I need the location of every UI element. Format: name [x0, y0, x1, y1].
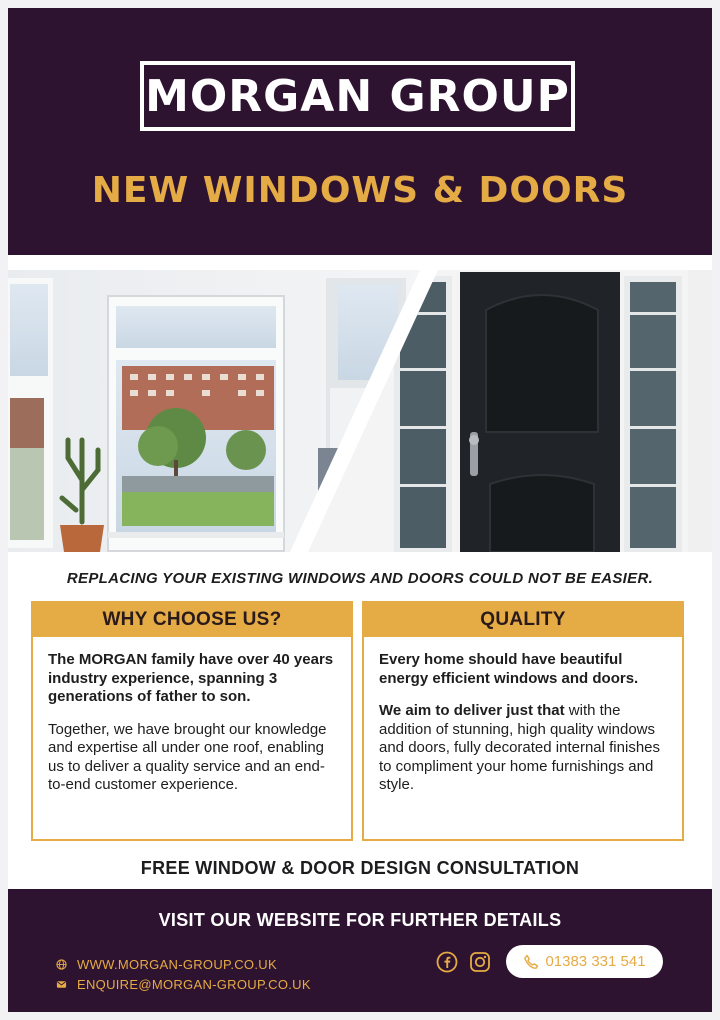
logo-text: MORGAN GROUP: [145, 70, 570, 122]
quality-detail-lead: We aim to deliver just that: [379, 702, 565, 719]
quality-detail-rest: with the addition of stunning, high quality windows and doors, fully decorated internal finishes to compliment your home furnishings and style.: [379, 702, 661, 793]
headline: NEW WINDOWS & DOORS: [91, 170, 629, 211]
logo: [140, 61, 575, 131]
phone-icon: [523, 954, 539, 970]
email-link[interactable]: [56, 977, 311, 992]
why-choose-us-detail: Together, we have brought our knowledge and expertise all under one roof, enabling us to deliver a quality service and an end-to-end customer experience.: [48, 720, 327, 793]
hero-photos: [8, 270, 712, 552]
phone-number: 01383 331 541: [545, 953, 646, 970]
instagram-icon[interactable]: [469, 951, 491, 973]
quality-intro: Every home should have beautiful energy efficient windows and doors.: [379, 651, 639, 687]
quality-panel: [362, 601, 684, 841]
visit-website-text: VISIT OUR WEBSITE FOR FURTHER DETAILS: [158, 910, 562, 930]
facebook-icon[interactable]: [436, 951, 458, 973]
why-choose-us-title: WHY CHOOSE US?: [33, 603, 351, 637]
consultation-banner: FREE WINDOW & DOOR DESIGN CONSULTATION: [140, 858, 580, 878]
website-text: WWW.MORGAN-GROUP.CO.UK: [77, 957, 277, 972]
quality-detail: [379, 702, 666, 795]
globe-icon: [56, 959, 67, 970]
flyer-page: [8, 8, 712, 1012]
why-choose-us-panel: [31, 601, 353, 841]
tagline: REPLACING YOUR EXISTING WINDOWS AND DOORS COULD NOT BE EASIER.: [66, 570, 654, 587]
website-link[interactable]: [56, 957, 277, 972]
phone-button[interactable]: [506, 945, 663, 978]
footer-band: [8, 889, 712, 1012]
email-text: ENQUIRE@MORGAN-GROUP.CO.UK: [77, 977, 311, 992]
quality-title: QUALITY: [364, 603, 682, 637]
why-choose-us-intro: The MORGAN family have over 40 years industry experience, spanning 3 generations of father to son.: [48, 651, 334, 705]
header-band: [8, 8, 712, 255]
mail-icon: [56, 979, 67, 990]
